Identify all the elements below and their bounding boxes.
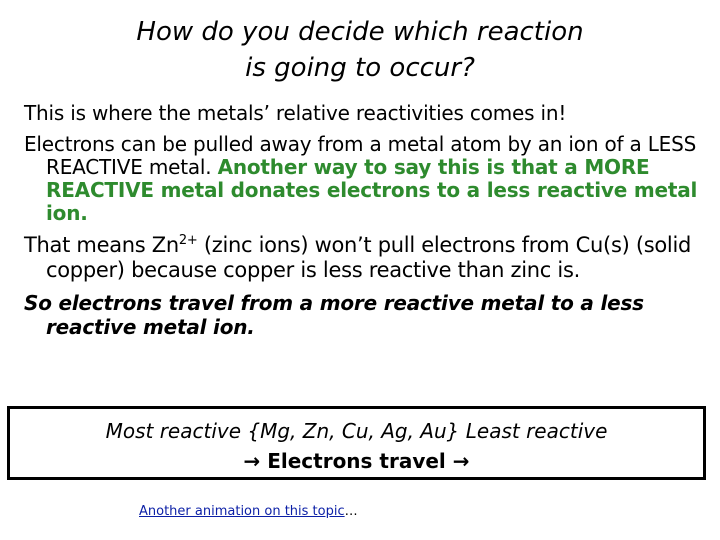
- animation-link-ellipsis: …: [344, 504, 358, 519]
- title-line-2: is going to occur?: [245, 53, 475, 83]
- reactivity-series-box: [7, 406, 706, 480]
- zinc-charge-superscript: 2+: [178, 233, 198, 248]
- title-line-1: How do you decide which reaction: [136, 17, 584, 47]
- paragraph-reactivities: This is where the metals’ relative reactivities comes in!: [24, 101, 567, 125]
- paragraph-zinc-copper: [24, 233, 704, 283]
- zinc-copper-text: (zinc ions) won’t pull electrons from Cu(s) (solid copper) because copper is less reactive than zinc is.: [46, 233, 692, 282]
- slide-body: [24, 102, 704, 339]
- reactivity-series-line: Most reactive {Mg, Zn, Cu, Ag, Au} Least reactive: [105, 419, 608, 443]
- paragraph-electrons-pulled: [24, 133, 704, 225]
- paragraph-electrons-emphasis: Another way to say this is that a MORE REACTIVE metal donates electrons to a less reactive metal ion.: [46, 155, 698, 225]
- electrons-travel-line: → Electrons travel →: [243, 449, 470, 473]
- paragraph-electrons-plain: Electrons can be pulled away from a metal atom by an ion of a LESS REACTIVE metal.: [24, 132, 697, 179]
- animation-link-row: [139, 504, 358, 519]
- slide-title: [0, 14, 720, 86]
- paragraph-electrons-travel: So electrons travel from a more reactive metal to a less reactive metal ion.: [24, 291, 644, 339]
- animation-link[interactable]: Another animation on this topic: [139, 504, 345, 519]
- zinc-text: That means Zn: [24, 233, 179, 257]
